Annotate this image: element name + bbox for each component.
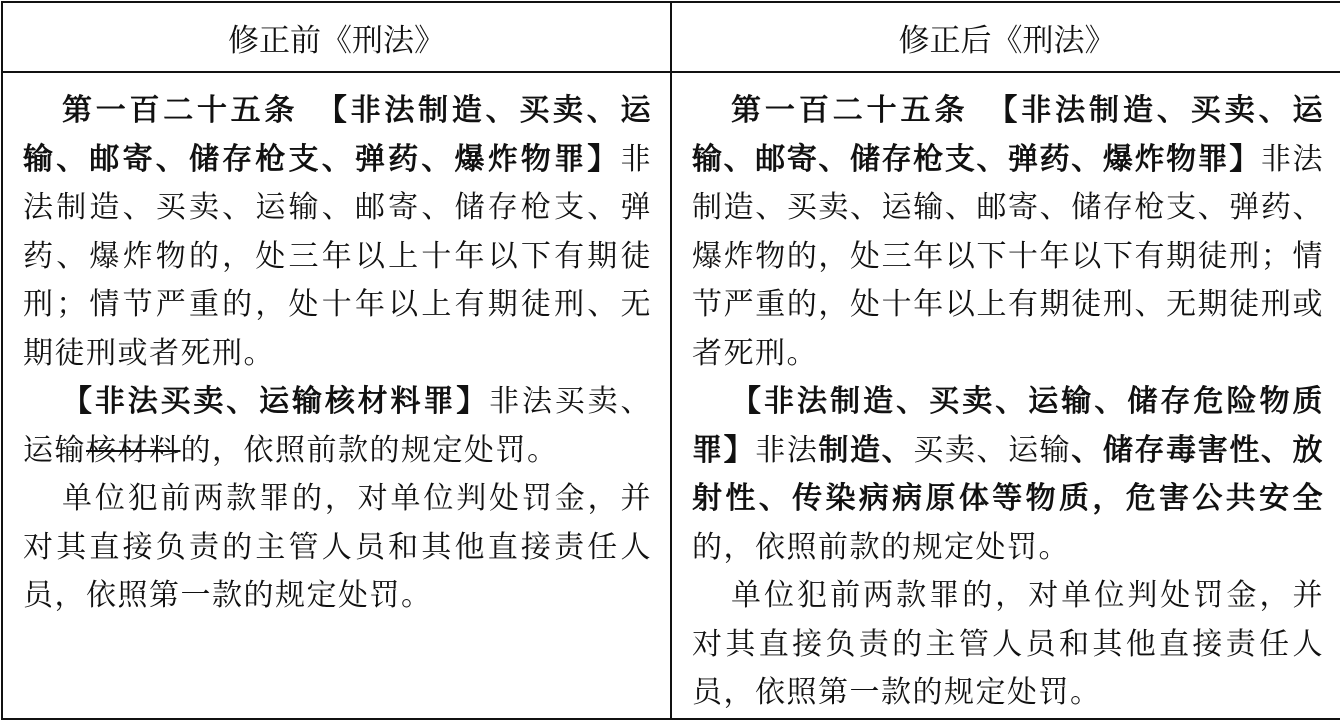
after-paragraph-1 (692, 87, 1324, 378)
article-number: 第一百二十五条 (62, 93, 299, 128)
content-row (2, 72, 1340, 719)
added-text: 、储存毒害性、放射性、传染病病原体等物质，危害公共安全 (692, 432, 1325, 516)
paragraph-body: 非法制造、买卖、运输、邮寄、储存枪支、弹药、爆炸物的，处三年以上十年以下有期徒刑；情节严重的，处十年以上有期徒刑、无期徒刑或者死刑。 (23, 141, 652, 371)
paragraph-text: 非法 (755, 432, 819, 468)
header-before: 修正前《刑法》 (2, 2, 671, 72)
paragraph-text: 的，依照前款的规定处罚。 (180, 432, 559, 468)
header-row (2, 2, 1340, 72)
header-after: 修正后《刑法》 (671, 2, 1340, 72)
paragraph-text: 的，依照前款的规定处罚。 (692, 529, 1070, 565)
before-column (2, 72, 671, 719)
after-paragraph-2 (692, 378, 1324, 572)
deleted-text: 核材料 (86, 432, 181, 468)
paragraph-body: 非法制造、买卖、运输、邮寄、储存枪支、弹药、爆炸物的，处三年以下十年以下有期徒刑；情节严重的，处十年以上有期徒刑、无期徒刑或者死刑。 (692, 141, 1325, 371)
crime-name: 【非法制造、买卖、运输、邮寄、储存枪支、弹药、爆炸物罪】 (23, 93, 653, 177)
paragraph-text: 买卖、运输 (913, 432, 1072, 468)
crime-name: 【非法制造、买卖、运输、邮寄、储存枪支、弹药、爆炸物罪】 (692, 93, 1325, 177)
after-column (671, 72, 1340, 719)
paragraph-text: 非法买卖、运输 (23, 384, 653, 468)
article-number: 第一百二十五条 (731, 93, 969, 128)
after-paragraph-3: 单位犯前两款罪的，对单位判处罚金，并对其直接负责的主管人员和其他直接责任人员，依照第一款的规定处罚。 (692, 578, 1324, 710)
before-paragraph-1 (23, 87, 652, 378)
crime-name: 【非法制造、买卖、运输、储存危险物质罪】 (692, 384, 1324, 468)
before-paragraph-3: 单位犯前两款罪的，对单位判处罚金，并对其直接负责的主管人员和其他直接责任人员，依照第一款的规定处罚。 (23, 481, 652, 613)
crime-name: 【非法买卖、运输核材料罪】 (62, 384, 490, 419)
before-paragraph-2 (23, 378, 652, 475)
added-text: 制造、 (818, 432, 914, 468)
comparison-table (1, 1, 1340, 720)
